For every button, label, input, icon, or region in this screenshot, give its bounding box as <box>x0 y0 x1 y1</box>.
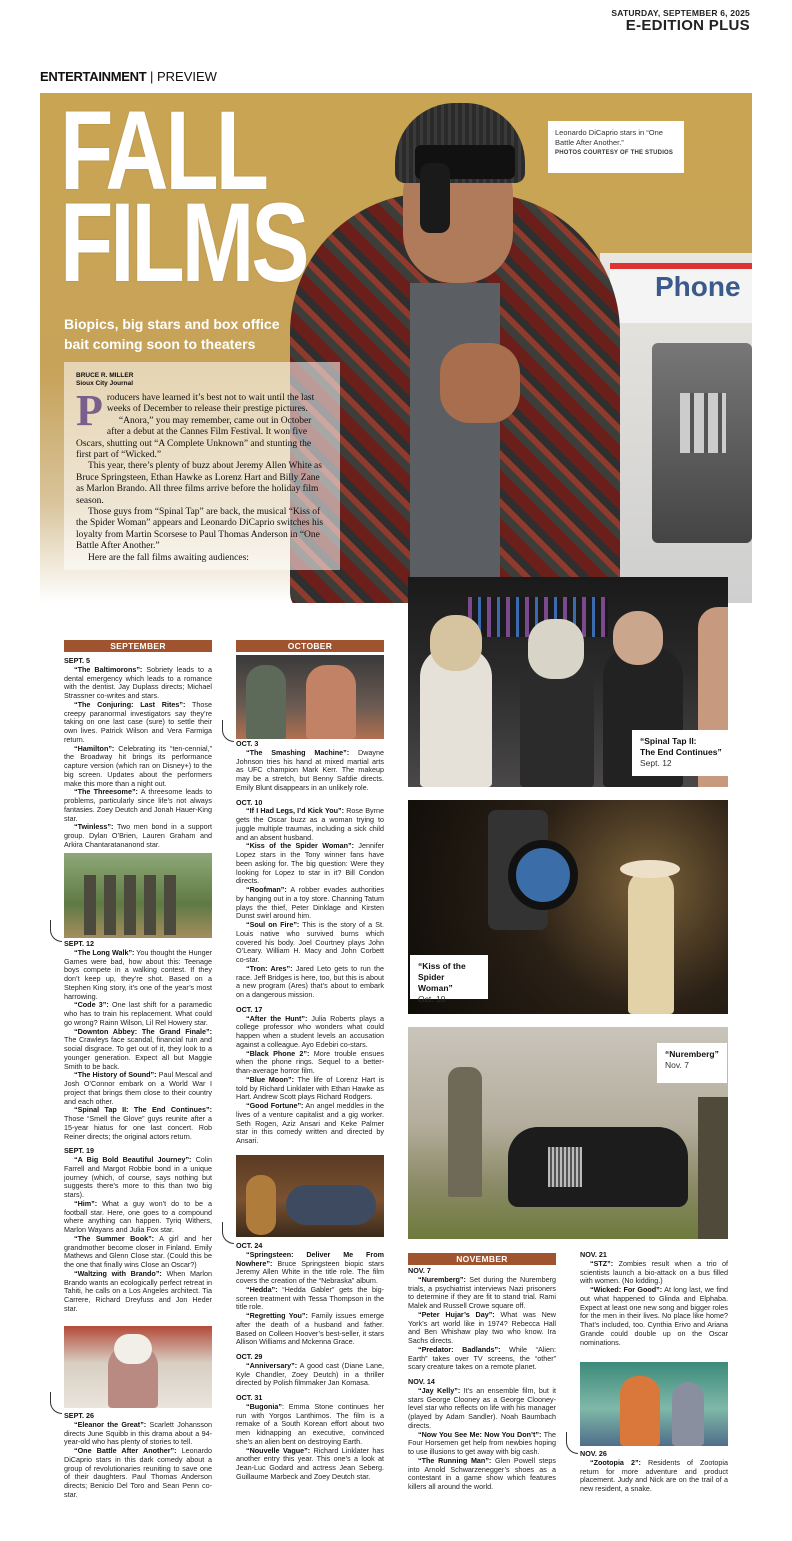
nuremberg-caption-date: Nov. 7 <box>665 1060 689 1070</box>
kiss-caption <box>410 955 488 1004</box>
film-entry <box>64 1200 212 1235</box>
november-column-left <box>408 1261 556 1492</box>
film-entry <box>408 1387 556 1431</box>
october-column-top <box>236 734 384 1146</box>
film-blurb: You thought the Hunger Games were bad, how about this: Teenage boys compete in a walking contest. If they don’t keep up, they’re shot. Based on a Stephen King story, it’s one of the year’s most harrowing. <box>64 947 212 1001</box>
film-blurb: Paul Mescal and Josh O’Connor embark on a World War I project that brings them close to their country and each other. <box>64 1070 212 1106</box>
film-title: “The History of Sound”: <box>74 1070 157 1080</box>
film-entry <box>236 1102 384 1146</box>
eleanor-photo <box>64 1326 212 1408</box>
film-entry <box>64 1156 212 1200</box>
film-title: “Waltzing with Brando”: <box>74 1268 162 1278</box>
film-blurb: Jared Leto gets to run the race. Jeff Bridges is here, too, but this is about a new program (Ares) that’s about to embark on a dangerous mission. <box>236 963 384 999</box>
springsteen-photo <box>236 1155 384 1237</box>
oct-31-date: OCT. 31 <box>236 1393 263 1402</box>
film-title: “Peter Hujar’s Day”: <box>418 1309 495 1319</box>
guitar <box>246 1175 276 1235</box>
musician-left-hair <box>430 615 482 671</box>
film-blurb: Leonardo DiCaprio stars in this dark comedy about a group of revolutionaries reuniting to save one of their daughters. Paul Thomas Anderson directs; Benicio Del Toro and Sean Penn co-star. <box>64 1446 212 1499</box>
film-title: “The Smashing Machine”: <box>246 747 350 757</box>
long-walk-photo <box>64 853 212 938</box>
photo-pointer-arrow <box>222 1222 234 1244</box>
film-blurb: What was New York’s art world like in 1974? Rebecca Hall and Ben Whishaw play two who know. Ira Sachs directs. <box>408 1309 556 1345</box>
september-column-top <box>64 651 212 850</box>
figure-edge <box>698 1097 728 1239</box>
car-grille <box>548 1147 582 1187</box>
film-entry <box>64 1001 212 1027</box>
film-entry <box>236 1286 384 1312</box>
sept-19-date: SEPT. 19 <box>64 1146 94 1156</box>
film-title: “Hamilton”: <box>74 743 115 753</box>
film-title: “Soul on Fire”: <box>246 920 300 929</box>
kiss-caption-title: “Kiss of the Spider Woman” <box>418 961 466 993</box>
film-title: “Twinless”: <box>74 822 114 832</box>
dancer-hat <box>620 860 680 878</box>
film-entry <box>236 965 384 1000</box>
phone-sign-text: Phone <box>655 271 741 302</box>
film-blurb: A threesome leads to problems, particularly since life’s not always fantasies. Zoey Deutch and Jonah Hauer-King star. <box>64 787 212 823</box>
film-blurb: “Hedda Gabler” gets the big-screen treatment with Tessa Thompson in the title role. <box>236 1284 384 1312</box>
film-blurb: One last shift for a paramedic who has to train his replacement. What could go wrong? Rainn Wilson, Lil Rel Howery star. <box>64 1000 212 1027</box>
film-title: “Anniversary”: <box>246 1360 298 1370</box>
eleanor-hair <box>114 1334 152 1364</box>
musician-right-head <box>613 611 663 665</box>
film-entry <box>236 886 384 921</box>
oct-3-date: OCT. 3 <box>236 739 259 748</box>
hand <box>440 343 520 423</box>
film-title: “The Conjuring: Last Rites”: <box>74 699 186 709</box>
edition-date: SATURDAY, SEPTEMBER 6, 2025 <box>611 8 750 18</box>
film-blurb: Bruce Springsteen biopic stars Jeremy Allen White in the title role. The film covers the creation of the “Nebraska” album. <box>236 1258 384 1285</box>
phone-receiver <box>420 163 450 233</box>
film-blurb: Set during the Nuremberg trials, a psychiatrist interviews Nazi prisoners to determine if they are fit to stand trial. Rami Malek and Russell Crowe square off. <box>408 1274 556 1310</box>
nov-26-date: NOV. 26 <box>580 1449 607 1458</box>
film-title: “Zootopia 2”: <box>590 1457 641 1467</box>
fighter <box>306 665 356 739</box>
october-header: OCTOBER <box>236 640 384 652</box>
intro-p1: roducers have learned it’s best not to wait until the last weeks of December to release their prestige pictures. <box>106 393 315 415</box>
intro-p2: “Anora,” you may remember, came out in October after a debut at the Cannes Film Festival. It won five Oscars, shutting out “A Complete Unknown” and stunting the first part of “Wicked.” <box>76 415 312 461</box>
film-entry <box>64 666 212 701</box>
spinal-tap-caption-title <box>640 736 722 757</box>
film-title: “Wicked: For Good”: <box>590 1285 663 1294</box>
film-blurb: Scarlett Johansson directs June Squibb in this drama about a 94-year-old who has plenty of stories to tell. <box>64 1419 212 1447</box>
film-title: “Him”: <box>74 1198 98 1208</box>
section-sub: PREVIEW <box>156 69 217 84</box>
film-title: “After the Hunt”: <box>246 1013 308 1023</box>
musician-middle-hair <box>528 619 584 679</box>
intro-p4: Those guys from “Spinal Tap” are back, the musical “Kiss of the Spider Woman” appears and Leonardo DiCaprio switches his loyalty from Martin Scorsese to Paul Thomas Anderson in “One Battle After Another.” <box>76 507 324 552</box>
film-entry <box>236 1362 384 1388</box>
film-title: “A Big Bold Beautiful Journey”: <box>74 1155 192 1164</box>
film-blurb: Dwayne Johnson tries his hand at mixed martial arts as UFC champion Mark Kerr. The makeup may be a stretch, but Benny Safdie directs. Emily Blunt disappears in an unlikely role. <box>236 747 384 792</box>
film-title: “Predator: Badlands”: <box>418 1344 501 1354</box>
film-blurb: While “Alien: Earth” takes over TV screens, the “other” scary creature takes on a remote planet. <box>408 1344 556 1372</box>
film-entry <box>64 788 212 823</box>
photo-pointer-arrow <box>50 1392 62 1414</box>
film-blurb: Rose Byrne gets the Oscar buzz as a woman trying to juggle multiple traumas, including a sick child and an absent husband. <box>236 806 384 842</box>
film-title: “Jay Kelly”: <box>418 1385 461 1395</box>
film-entry <box>64 1028 212 1072</box>
film-entry <box>408 1431 556 1457</box>
film-title: “Kiss of the Spider Woman”: <box>246 841 355 851</box>
november-column-end <box>580 1444 728 1494</box>
film-blurb: Glen Powell steps into Arnold Schwarzenegger’s shoes as a contestant in a game show which features killers all around the world. <box>408 1455 556 1491</box>
film-blurb: Colin Farrell and Margot Robbie bond in a unique journey (which, of course, says nothing but suggests there’s more to this than two big stars). <box>64 1155 212 1199</box>
film-entry <box>64 1421 212 1447</box>
nov-14-date: NOV. 14 <box>408 1377 435 1386</box>
zootopia-photo <box>580 1362 728 1446</box>
fox-character <box>620 1376 660 1446</box>
film-title: “Nuremberg”: <box>418 1274 466 1284</box>
film-blurb: Those creepy paranormal investigators say they’re taking on one last case (sure) to settle their own lives. Patrick Wilson and Vera Farmiga return. <box>64 699 212 744</box>
film-entry <box>580 1286 728 1347</box>
publication: Sioux City Journal <box>76 380 134 387</box>
film-title: “The Running Man”: <box>418 1455 492 1465</box>
film-title: “Bugonia” <box>246 1401 282 1411</box>
film-entry <box>408 1311 556 1346</box>
grey-shirt <box>410 283 500 583</box>
november-header: NOVEMBER <box>408 1253 556 1265</box>
film-blurb: Residents of Zootopia return for more adventure and product placement. Judy and Nick are on the trail of a new resident, a snake. <box>580 1457 729 1493</box>
trainer <box>246 665 286 739</box>
october-column-bottom <box>236 1236 384 1482</box>
intro-p3: This year, there’s plenty of buzz about Jeremy Allen White as Bruce Springsteen, Ethan Hawke as Lorenz Hart and Billy Zane as Marlon Brando. All three films arrive before the holiday film season. <box>76 461 322 506</box>
film-blurb: Julia Roberts plays a college professor who wonders what could happen when a student levels an accusation against a colleague. Ayo Edebiri co-stars. <box>236 1013 384 1049</box>
spinal-tap-caption-quote: “ <box>640 736 645 746</box>
film-title: “One Battle After Another”: <box>74 1446 177 1455</box>
oct-24-date: OCT. 24 <box>236 1241 263 1250</box>
oct-10-date: OCT. 10 <box>236 797 263 807</box>
film-title: “Spinal Tap II: The End Continues”: <box>74 1105 212 1115</box>
intro-paragraph <box>76 386 328 435</box>
title-line-2: FILMS <box>60 180 307 305</box>
film-title: “Roofman”: <box>246 885 287 894</box>
film-entry <box>580 1260 728 1286</box>
oct-29-date: OCT. 29 <box>236 1352 263 1361</box>
hero-caption <box>548 121 684 173</box>
kiss-caption-date: Oct. 10 <box>418 994 446 1004</box>
soldier <box>448 1067 482 1197</box>
nov-7-date: NOV. 7 <box>408 1266 431 1275</box>
film-title: “Good Fortune”: <box>246 1101 304 1110</box>
november-column-right <box>580 1245 728 1347</box>
sept-26-date: SEPT. 26 <box>64 1411 94 1420</box>
film-entry <box>64 1071 212 1106</box>
film-blurb: A girl and her grandmother become closer in Finland. Emily Mathews and Glenn Close star. (Could this be the one that finally wins Close an Oscar?) <box>64 1233 212 1269</box>
nuremberg-caption-title: “Nuremberg” <box>665 1049 719 1059</box>
film-entry <box>236 1015 384 1050</box>
section-name: ENTERTAINMENT <box>40 69 147 84</box>
film-entry <box>408 1346 556 1372</box>
film-blurb: More trouble ensues when the phone rings. Sequel to a better-than-average horror film. <box>236 1048 384 1075</box>
film-blurb: Celebrating its “ten-cennial,” the Broadway hit brings its performance capture version (which ran on Disney+) to the big screen. Updates about the performers make this more than a night out. <box>64 743 212 788</box>
spinal-tap-caption-title-1: Spinal Tap II: <box>644 736 697 746</box>
intro-p5: Here are the fall films awaiting audiences: <box>88 552 249 563</box>
film-entry <box>236 842 384 886</box>
film-blurb: When Marlon Brando wants an ecologically perfect retreat in Tahiti, he calls on a Los Angeles architect. Tia Carrere, Richard Dreyfuss and Jon Heder star. <box>64 1268 212 1313</box>
oct-17-date: OCT. 17 <box>236 1004 263 1014</box>
film-blurb: The Crawleys face scandal, financial ruin and social disgrace. To get out of it, they look to a younger generation. Expect all but Maggie Smith to be back. <box>64 1035 212 1071</box>
film-blurb: A good cast (Diane Lane, Kyle Chandler, Zoey Deutch) in a thriller directed by Polish filmmaker Jan Komasa. <box>236 1360 384 1388</box>
film-title: “Code 3”: <box>74 1000 109 1010</box>
photo-pointer-arrow <box>222 720 234 742</box>
film-title: “Regretting You”: <box>246 1311 308 1320</box>
film-blurb: The life of Lorenz Hart is told by Richard Linklater with Ethan Hawke as Hart. Andrew Scott plays Richard Rodgers. <box>236 1074 385 1102</box>
film-blurb: An angel meddles in the lives of a venture capitalist and a gig worker. Seth Rogen, Aziz Ansari and Keke Palmer star in this comedy written and directed by Ansari. <box>236 1101 385 1145</box>
film-title: “The Baltimorons”: <box>74 664 143 674</box>
film-title: “Tron: Ares”: <box>246 963 293 973</box>
film-blurb: A robber evades authorities by hanging out in a toy store. Channing Tatum plays the thief, Peter Dinklage and Kirsten Dunst swirl around him. <box>236 885 384 921</box>
drop-cap: P <box>76 386 103 435</box>
film-blurb: Two men bond in a support group. Dylan O’Brien, Lauren Graham and Arkira Chantaratananond star. <box>64 822 212 849</box>
smashing-machine-photo <box>236 655 384 739</box>
film-title: “Black Phone 2”: <box>246 1048 310 1058</box>
september-column-end <box>64 1406 212 1500</box>
page-title <box>60 88 307 305</box>
vintage-car <box>508 1127 688 1207</box>
film-blurb: : Emma Stone continues her run with Yorgos Lanthimos. The film is a remake of a South Korean effort about two men kidnapping an executive, convinced she’s an alien bent on destroying Earth. <box>236 1401 384 1446</box>
title-line-1: FALL <box>60 88 266 213</box>
film-entry <box>64 1106 212 1141</box>
film-entry <box>580 1459 728 1494</box>
nov-21-date: NOV. 21 <box>580 1250 607 1259</box>
bunny-character <box>672 1382 704 1446</box>
film-title: “Now You See Me: Now You Don’t”: <box>418 1429 542 1439</box>
film-entry <box>64 823 212 849</box>
spinal-tap-caption-title-2: The End Continues” <box>640 747 722 757</box>
intro-article <box>64 362 340 570</box>
film-title: “STZ”: <box>590 1258 614 1268</box>
film-title: “Hedda”: <box>246 1284 278 1294</box>
camera-light <box>508 840 578 910</box>
walkers <box>84 875 184 935</box>
film-blurb: Richard Linklater has another entry this year. This one’s a look at Jean-Luc Godard and actress Jean Seberg. Guillaume Marbeck and Zoey Deutch star. <box>236 1445 384 1481</box>
september-header: SEPTEMBER <box>64 640 212 652</box>
edition-name: E-EDITION PLUS <box>625 17 750 34</box>
film-blurb: This is the story of a St. Louis native who survived burns which covered his body. Joel Courtney plays John O’Leary. William H. Macy and John Corbett co-star. <box>236 920 385 964</box>
nuremberg-caption <box>657 1043 727 1083</box>
film-blurb: Jennifer Lopez stars in the Tony winner fans have been asking for. The big question: Were they looking for Lopez to star in it? Bill Condon directs. <box>236 841 384 886</box>
spinal-tap-caption <box>632 730 732 776</box>
film-title: “Blue Moon”: <box>246 1074 294 1084</box>
film-entry <box>64 1270 212 1314</box>
film-entry <box>236 1050 384 1076</box>
film-title: “The Threesome”: <box>74 787 138 797</box>
photo-pointer-arrow <box>566 1432 578 1454</box>
film-blurb: Zombies result when a trio of scientists launch a bio-attack on a bus filled with women. (No kidding.) <box>580 1258 728 1286</box>
film-title: “Nouvelle Vague”: <box>246 1445 311 1455</box>
film-title: “Downton Abbey: The Grand Finale”: <box>74 1026 212 1036</box>
film-entry <box>236 921 384 965</box>
payphone-keypad <box>680 393 726 453</box>
september-column-bottom <box>64 934 212 1314</box>
film-entry <box>236 1403 384 1447</box>
dancer <box>628 870 674 1014</box>
subtitle: Biopics, big stars and box office bait coming soon to theaters <box>64 316 280 352</box>
sept-12-date: SEPT. 12 <box>64 939 94 948</box>
film-blurb: Sobriety leads to a dental emergency which leads to a romance with the dentist. Jay Duplass directs; Michael Strassner co-writes and stars. <box>64 664 212 700</box>
photo-credit: PHOTOS COURTESY OF THE STUDIOS <box>555 150 674 156</box>
hero-caption-text: Leonardo DiCaprio stars in “One Battle After Another.” <box>555 128 663 147</box>
film-entry <box>408 1276 556 1311</box>
film-entry <box>64 701 212 745</box>
section-label <box>40 69 217 84</box>
film-blurb: Family issues emerge after the death of a husband and father. Based on Colleen Hoover’s best-seller, it stars Allison Williams and Mckenna Grace. <box>236 1311 384 1347</box>
film-entry <box>236 1312 384 1347</box>
sept-5-date: SEPT. 5 <box>64 656 90 665</box>
film-entry <box>236 749 384 793</box>
film-entry <box>236 807 384 842</box>
film-entry <box>236 1251 384 1286</box>
film-entry <box>64 949 212 1002</box>
film-entry <box>64 1447 212 1500</box>
film-entry <box>64 745 212 789</box>
film-entry <box>408 1457 556 1492</box>
film-entry <box>236 1076 384 1102</box>
film-title: “The Summer Book”: <box>74 1233 155 1243</box>
film-title: “The Long Walk”: <box>74 947 135 957</box>
film-blurb: What a guy won’t do to be a football star. Here, one goes to a compound where anything can happen. Tyriq Withers, Marlon Wayans and Julia Fox star. <box>64 1198 212 1234</box>
film-blurb: The Four Horsemen get help from newbies hoping to use illusions to get away with big cash. <box>408 1429 556 1456</box>
section-separator: | <box>146 69 157 84</box>
film-title: “If I Had Legs, I’d Kick You”: <box>246 806 345 816</box>
film-blurb: At long last, we find out what happened to Glinda and Elphaba. Expect at least one new song and bigger roles for the men in their lives. No place like home? That’s included, too. Cynthia Erivo and Ariana Grande could double up on the Oscar nominations. <box>580 1285 728 1347</box>
byline: BRUCE R. MILLER <box>76 372 134 379</box>
singer <box>286 1185 376 1225</box>
photo-pointer-arrow <box>50 920 62 942</box>
film-entry <box>236 1447 384 1482</box>
film-title: “Springsteen: Deliver Me From Nowhere”: <box>236 1249 384 1268</box>
film-blurb: It’s an ensemble film, but it stars George Clooney as a George Clooney-level star who reflects on life with his manager (played by Adam Sandler). Noah Baumbach directs. <box>408 1385 556 1430</box>
film-blurb: Those “Smell the Glove” guys reunite after a 15-year hiatus for one last concert. Rob Reiner directs; the original actors return. <box>64 1114 212 1141</box>
spinal-tap-caption-date: Sept. 12 <box>640 758 672 768</box>
film-entry <box>64 1235 212 1270</box>
film-title: “Eleanor the Great”: <box>74 1419 147 1429</box>
